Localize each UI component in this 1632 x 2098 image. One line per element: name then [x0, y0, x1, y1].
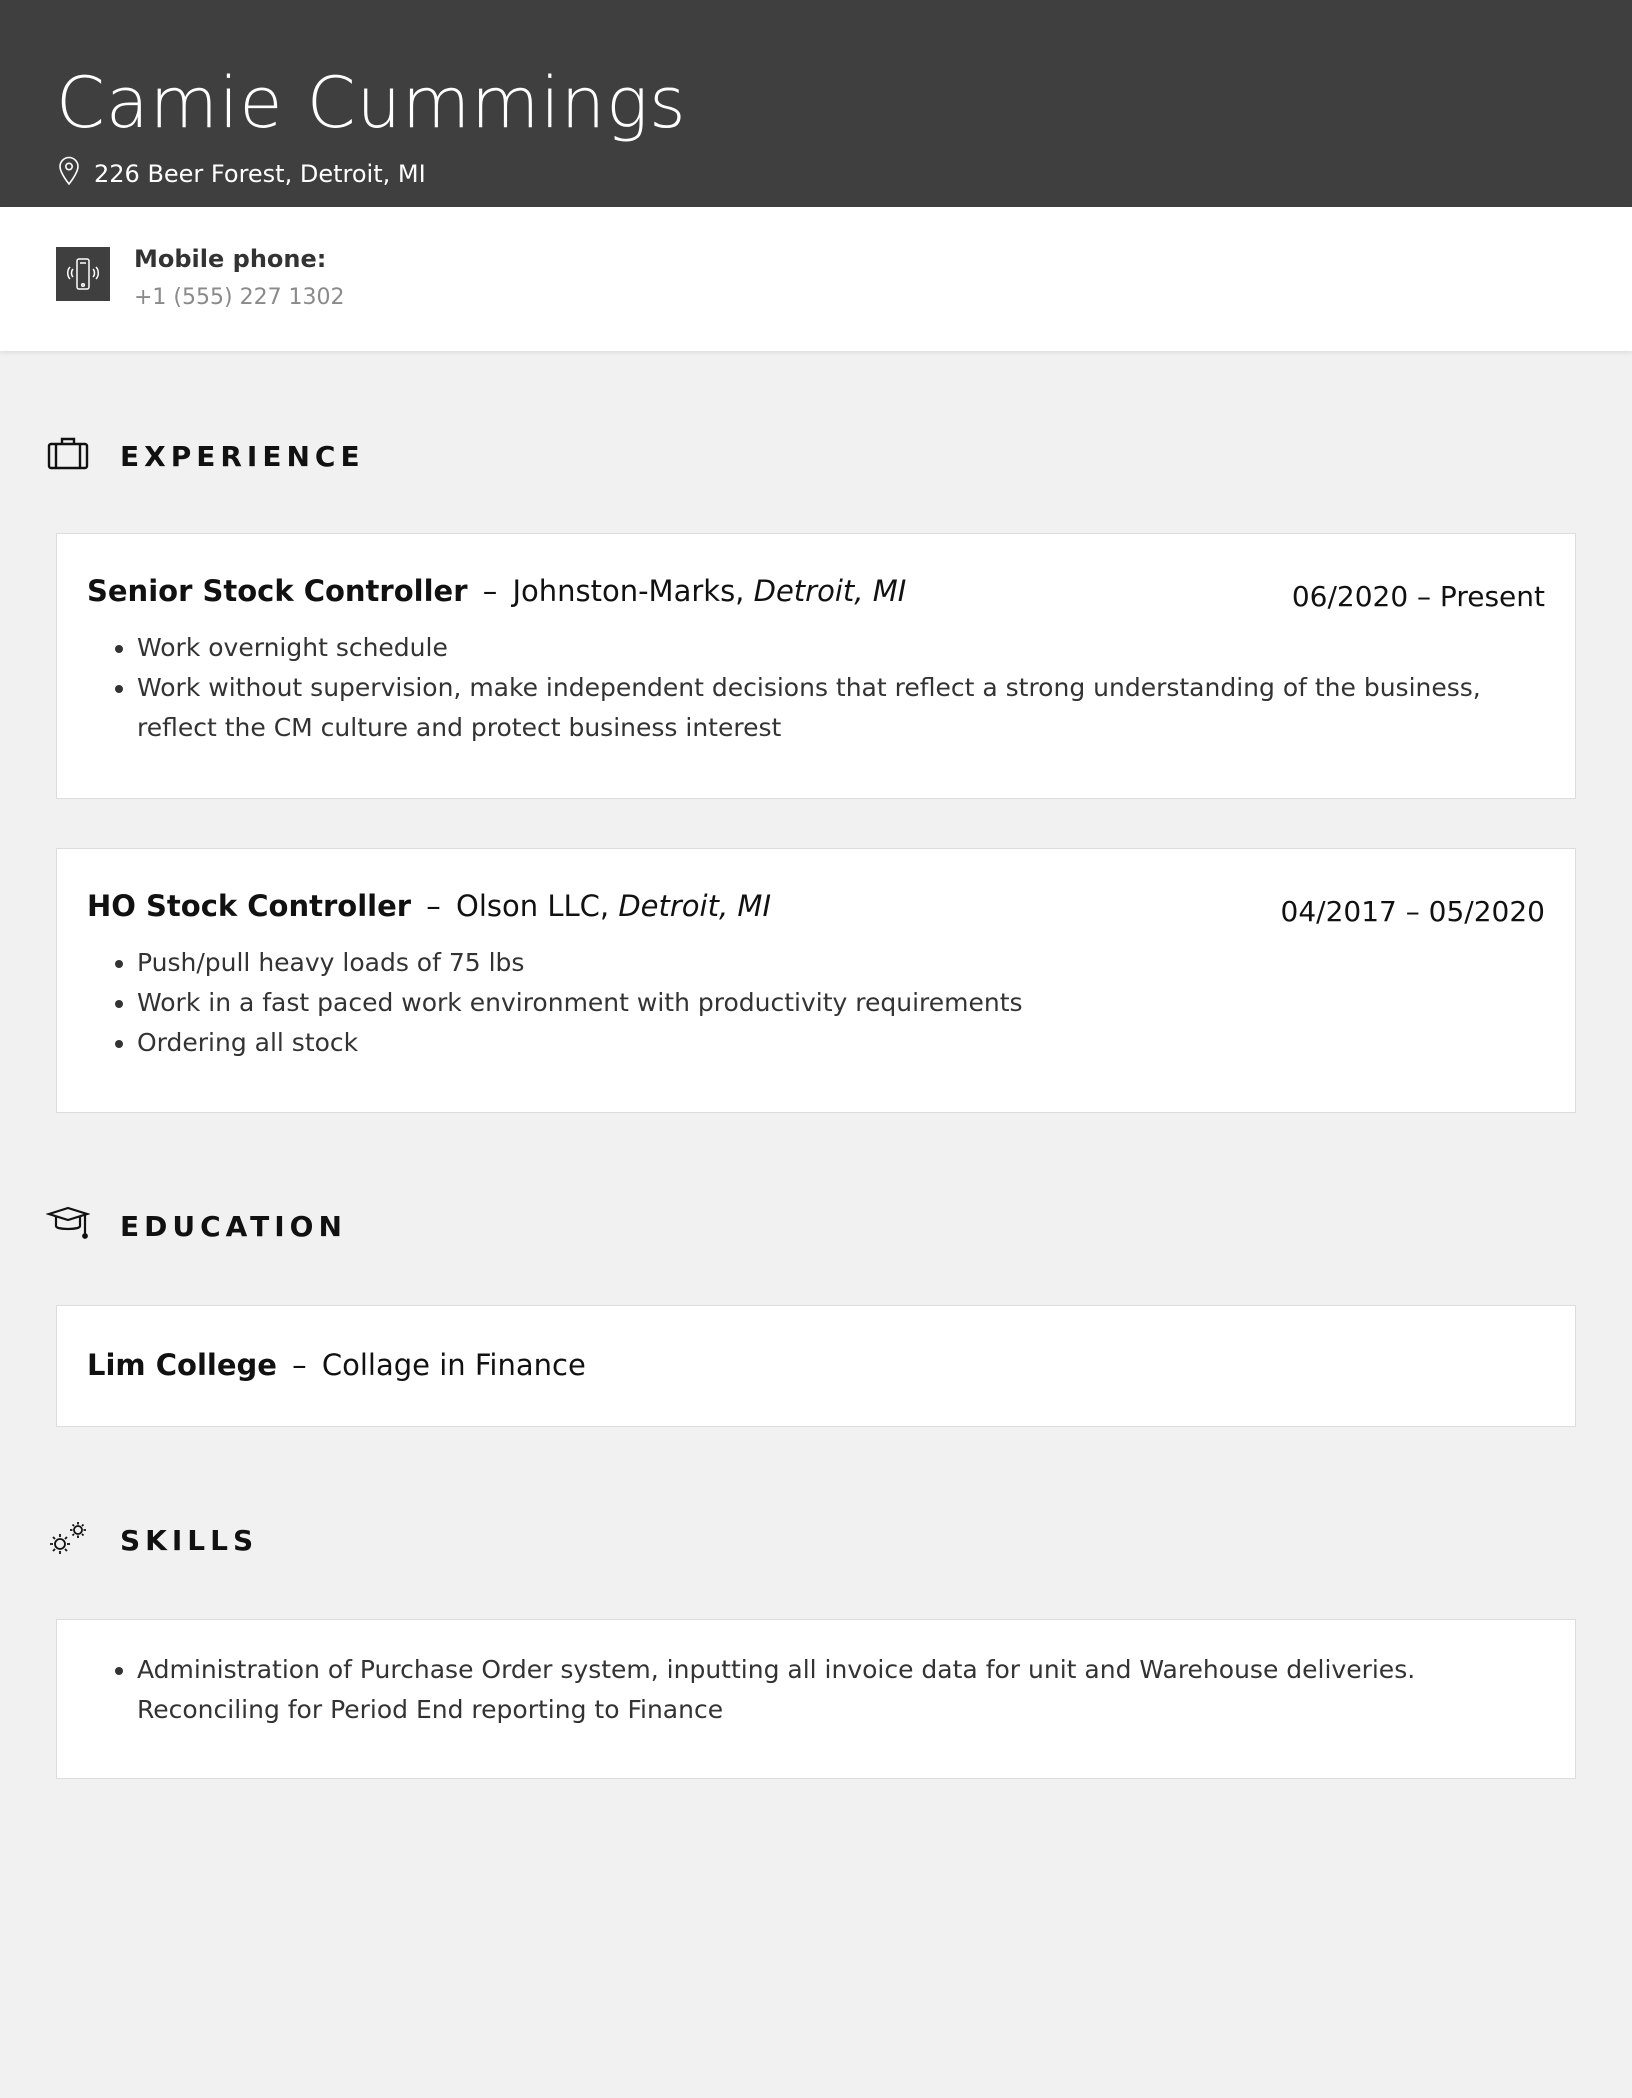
list-item: • Administration of Purchase Order system, inputting all invoice data for unit and Warehouse deliveries. Reconciling for Period End reporting to Finance	[137, 1650, 1535, 1730]
job-header	[87, 889, 771, 923]
experience-heading	[46, 434, 365, 478]
mobile-phone-icon	[56, 247, 110, 301]
list-item: • Work without supervision, make independent decisions that reflect a strong understanding of the business, reflect the CM culture and protect business interest	[137, 668, 1535, 748]
job-company: Johnston-Marks,	[512, 574, 745, 608]
education-title: EDUCATION	[120, 1209, 347, 1243]
graduation-cap-icon	[46, 1204, 90, 1248]
job-company: Olson LLC,	[456, 889, 610, 923]
contact-strip	[0, 207, 1632, 351]
job-title: Senior Stock Controller	[87, 574, 468, 608]
skills-card	[56, 1619, 1576, 1779]
list-item: • Push/pull heavy loads of 75 lbs	[137, 943, 1535, 983]
job-bullets	[105, 628, 1535, 748]
skills-title: SKILLS	[120, 1523, 259, 1557]
experience-title: EXPERIENCE	[120, 439, 365, 473]
job-bullets	[105, 943, 1535, 1063]
briefcase-icon	[46, 434, 90, 478]
education-card	[56, 1305, 1576, 1427]
job-location: Detroit, MI	[753, 574, 907, 608]
list-item: • Work overnight schedule	[137, 628, 1535, 668]
address-line	[58, 156, 426, 192]
job-header	[87, 574, 906, 608]
resume-header	[0, 0, 1632, 207]
education-degree: Collage in Finance	[321, 1348, 586, 1382]
job-location: Detroit, MI	[618, 889, 771, 923]
list-item: • Ordering all stock	[137, 1023, 1535, 1063]
phone-value[interactable]: +1 (555) 227 1302	[134, 285, 345, 310]
education-entry	[87, 1348, 586, 1382]
job-title: HO Stock Controller	[87, 889, 412, 923]
education-separator: –	[292, 1348, 307, 1382]
job-dates: 04/2017 – 05/2020	[1280, 895, 1545, 928]
skills-bullets	[105, 1650, 1535, 1730]
map-pin-icon	[58, 156, 80, 192]
address-text: 226 Beer Forest, Detroit, MI	[94, 160, 426, 188]
job-separator: –	[482, 574, 498, 608]
phone-label: Mobile phone:	[134, 245, 327, 273]
list-item: • Work in a fast paced work environment with productivity requirements	[137, 983, 1535, 1023]
experience-card	[56, 533, 1576, 799]
candidate-name: Camie Cummings	[56, 62, 687, 144]
job-dates: 06/2020 – Present	[1291, 580, 1545, 613]
experience-card	[56, 848, 1576, 1113]
job-separator: –	[426, 889, 441, 923]
education-heading	[46, 1204, 347, 1248]
gears-icon	[46, 1518, 90, 1562]
skills-heading	[46, 1518, 258, 1562]
education-school: Lim College	[87, 1348, 277, 1382]
